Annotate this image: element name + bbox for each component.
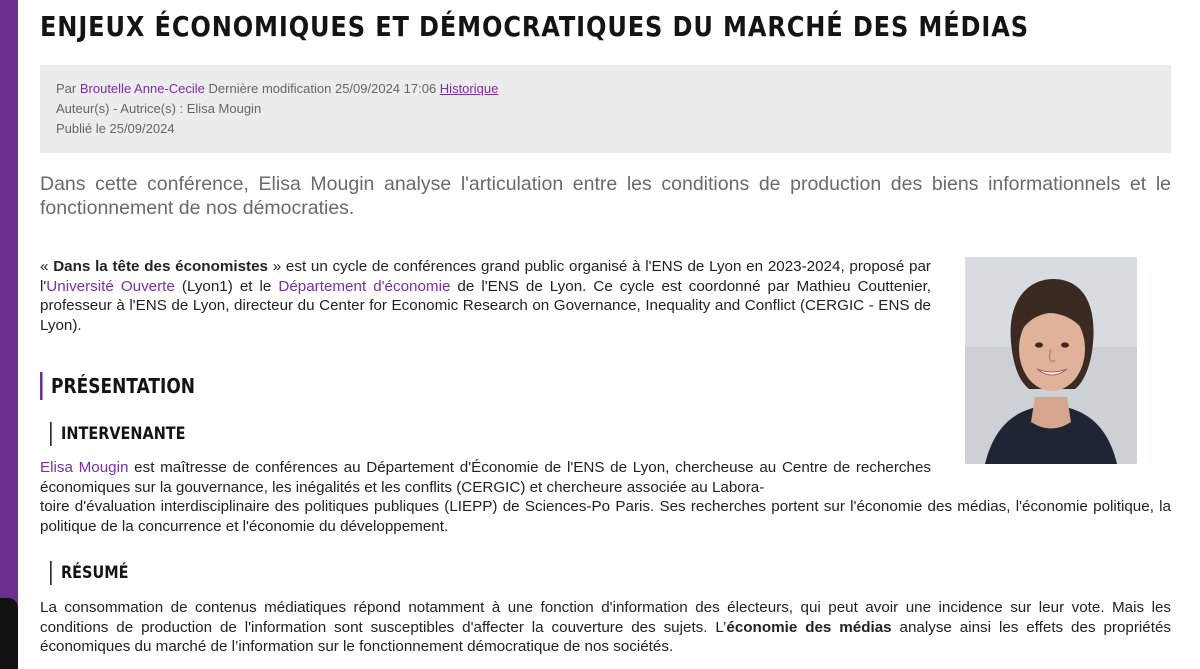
abstract-text-2: analyse ainsi les effets des propriétés économiques du marché de l’information sur le fonctionnement démocratique de nos sociétés. xyxy=(40,618,1171,655)
intro-text-3: de l'ENS de Lyon. Ce cycle est coordonné par Mathieu Couttenier, professeur à l'ENS de Lyon, directeur du Center for Economic Research on Governance, Inequality and Conflict (CERGIC - ENS de Lyon). xyxy=(40,277,932,334)
intro-text-1: » est un cycle de conférences grand public organisé à l'ENS de Lyon en 2023-2024, proposé par l' xyxy=(40,258,931,295)
speaker-bio-continuation: toire d'évaluation interdisciplinaire des politiques publiques (LIEPP) de Sciences-Po Paris. Ses recherches portent sur l'économie des médias, l'économie politique, la politique de la concurrence et l'économie du développement. xyxy=(40,498,1171,535)
meta-published: Publié le 25/09/2024 xyxy=(56,121,175,136)
intro-paragraph xyxy=(40,257,931,335)
left-bar-footer-block xyxy=(0,598,18,669)
lead-paragraph: Dans cette conférence, Elisa Mougin analyse l'articulation entre les conditions de production des biens informationnels et le fonctionnement de nos démocraties. xyxy=(40,173,1171,219)
intro-text-2: (Lyon1) et le xyxy=(174,277,279,295)
section-heading-presentation: PRÉSENTATION xyxy=(40,372,195,400)
speaker-portrait-illustration xyxy=(965,257,1137,464)
speaker-bio-paragraph xyxy=(40,458,931,497)
subsection-heading-intervenante: INTERVENANTE xyxy=(50,422,186,446)
bio-text-a: est maîtresse de conférences au Département d'Économie de l'ENS de Lyon, chercheuse au Centre de recherches économiques sur la gouvernance, les inégalités et les conflits (CERGIC) et chercheure associée au Labora- xyxy=(40,459,931,496)
article-meta-box xyxy=(40,65,1171,153)
history-link[interactable]: Historique xyxy=(439,81,499,96)
speaker-name-link[interactable]: Elisa Mougin xyxy=(40,459,129,476)
meta-authors: Auteur(s) - Autrice(s) : Elisa Mougin xyxy=(56,101,262,116)
cycle-name: Dans la tête des économistes xyxy=(53,258,268,275)
meta-author-line xyxy=(56,79,1155,99)
departement-economie-link[interactable]: Département d'économie xyxy=(278,277,451,295)
abstract-bold-term: économie des médias xyxy=(726,618,892,636)
subsection-heading-resume: RÉSUMÉ xyxy=(50,561,128,585)
meta-by-label: Par xyxy=(56,81,77,96)
page-title: ENJEUX ÉCONOMIQUES ET DÉMOCRATIQUES DU MARCHÉ DES MÉDIAS xyxy=(40,10,1029,43)
meta-modified: Dernière modification 25/09/2024 17:06 xyxy=(208,81,437,96)
left-accent-bar xyxy=(0,0,18,669)
author-link[interactable]: Broutelle Anne-Cecile xyxy=(79,81,205,96)
intro-open-quote: « xyxy=(40,258,54,275)
speaker-photo xyxy=(965,257,1137,464)
abstract-text-1: La consommation de contenus médiatiques répond notamment à une fonction d'information des électeurs, qui peut avoir une incidence sur leur vote. Mais les conditions de production de l'information sont susceptibles d'affecter la couverture des sujets. L’ xyxy=(40,599,1171,636)
universite-ouverte-link[interactable]: Université Ouverte xyxy=(46,277,175,295)
abstract-paragraph xyxy=(40,598,1171,657)
